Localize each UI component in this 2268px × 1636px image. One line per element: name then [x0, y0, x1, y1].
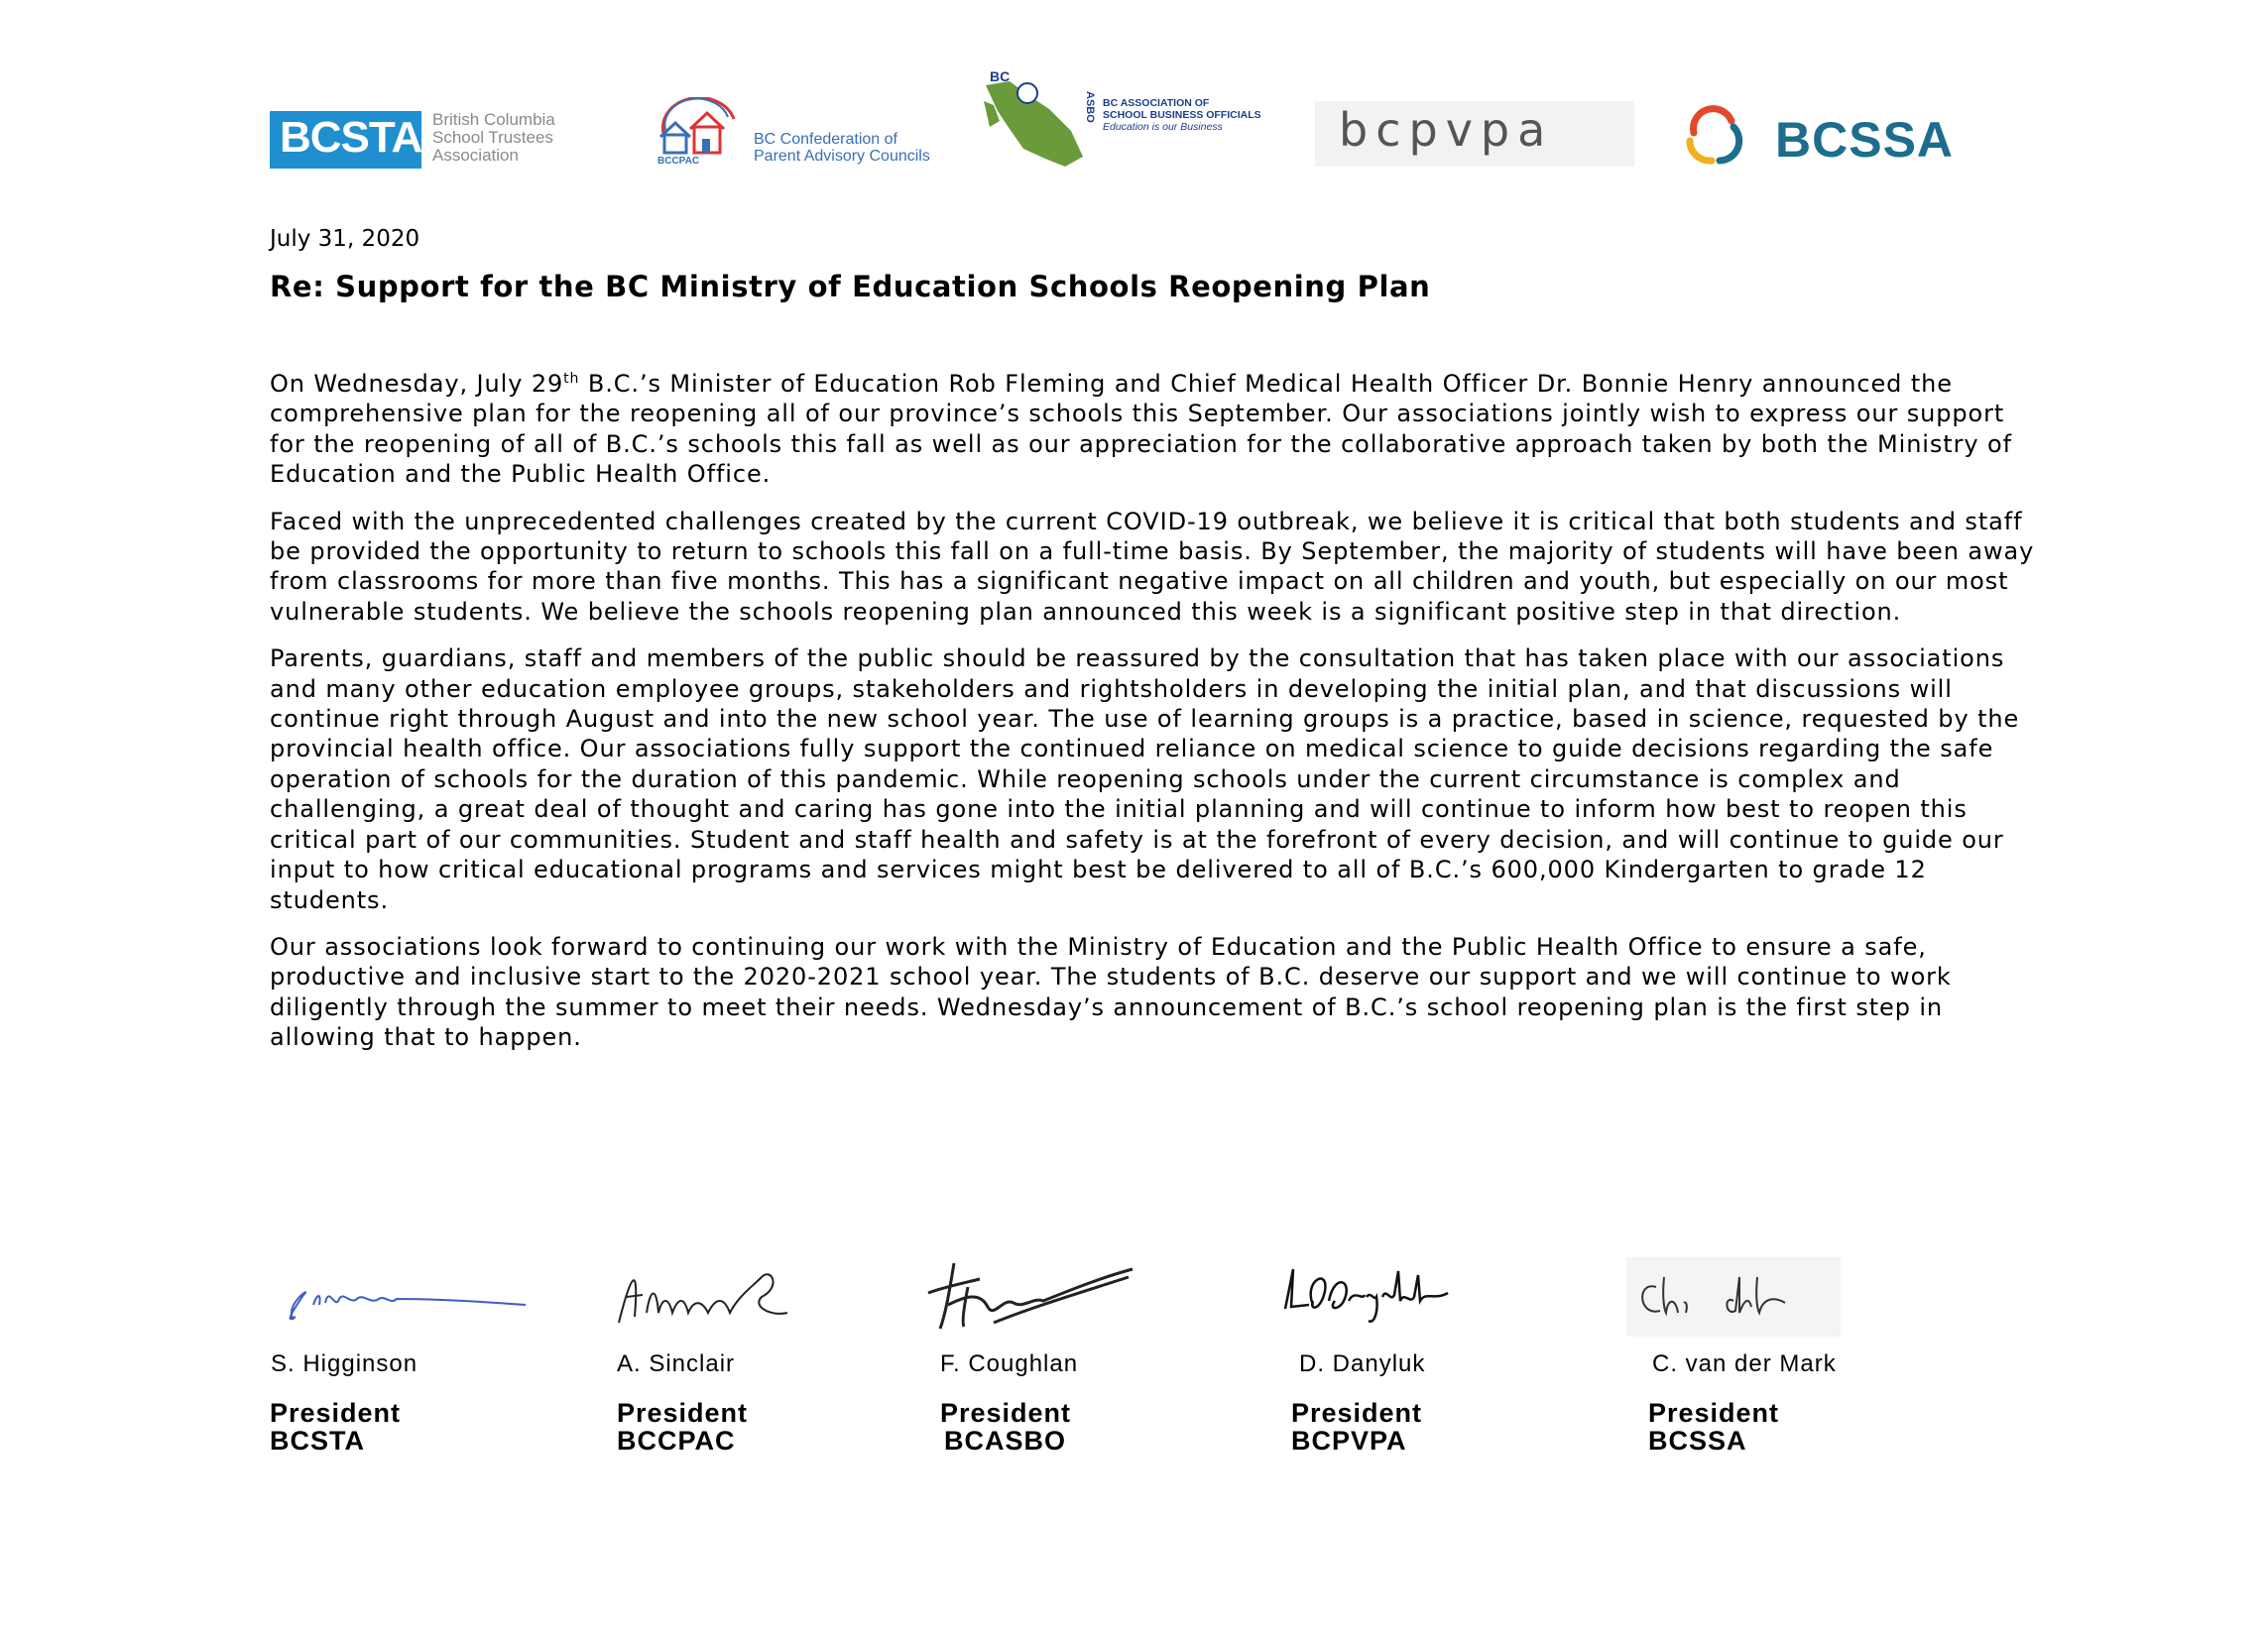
signature-van-der-mark-image [1626, 1257, 1841, 1337]
paragraph-2: Faced with the unprecedented challenges created by the current COVID-19 outbreak, we believe it is critical that both students and staff be provided the opportunity to return to schools this fall on a full-time basis. By September, the majority of students will have been away from classrooms for more than five months. This has a significant negative impact on all children and youth, but especially on our most vulnerable students. We believe the schools reopening plan announced this week is a significant positive step in that direction. [270, 507, 2035, 626]
bcasbo-logo-icon [980, 71, 1099, 171]
signatory-title: President [270, 1398, 402, 1428]
signature-sinclair-image [613, 1257, 801, 1337]
svg-text:BC: BC [990, 71, 1011, 84]
bcasbo-logo-caption: BC ASSOCIATION OF SCHOOL BUSINESS OFFICIALS Education is our Business [1103, 97, 1261, 133]
signature-higginson-image [274, 1265, 532, 1335]
signatory-org: BCCPAC [617, 1426, 736, 1456]
paragraph-4: Our associations look forward to continuing our work with the Ministry of Education and the Public Health Office to ensure a safe, productive and inclusive start to the 2020-2021 school year. The students of B.C. deserve our support and we will continue to work diligently through the summer to meet their needs. Wednesday’s announcement of B.C.’s school reopening plan is the first step in allowing that to happen. [270, 932, 1952, 1052]
signatory-org: BCSTA [270, 1426, 365, 1456]
signatory-org: BCSSA [1648, 1426, 1747, 1456]
signatory-name: C. van der Mark [1652, 1350, 1837, 1377]
letter-subject: Re: Support for the BC Ministry of Education Schools Reopening Plan [270, 270, 1431, 303]
letter-body [270, 369, 2035, 1070]
signatory-name: F. Coughlan [940, 1350, 1079, 1377]
bccpac-logo-icon [655, 97, 750, 161]
signatory-name: D. Danyluk [1299, 1350, 1426, 1377]
bcsta-logo-caption: British Columbia School Trustees Association [432, 110, 555, 165]
signatory-title: President [940, 1398, 1072, 1428]
bccpac-logo-tag: BCCPAC [657, 156, 700, 167]
signatory-title: President [1648, 1398, 1780, 1428]
paragraph-3: Parents, guardians, staff and members of the public should be reassured by the consultation that has taken place with our associations and many other education employee groups, stakeholders and rightsholders in developing the initial plan, and that discussions will continue right through August and into the new school year. The use of learning groups is a practice, based in science, requested by the provincial health office. Our associations fully support the continued reliance on medical science to guide decisions regarding the safe operation of schools for the duration of this pandemic. While reopening schools under the current circumstance is complex and challenging, a great deal of thought and caring has gone into the initial planning and will continue to inform how best to reopen this critical part of our communities. Student and staff health and safety is at the forefront of every decision, and will continue to guide our input to how critical educational programs and services might best be delivered to all of B.C.’s 600,000 Kindergarten to grade 12 students. [270, 644, 2020, 914]
signatory-name: S. Higginson [271, 1350, 418, 1377]
svg-text:ASBO: ASBO [1084, 91, 1096, 123]
letter-date: July 31, 2020 [270, 226, 420, 252]
paragraph-1: On Wednesday, July 29th B.C.’s Minister of Education Rob Fleming and Chief Medical Health Officer Dr. Bonnie Henry announced the comprehensive plan for the reopening all of our province’s schools this September. Our associations jointly wish to express our support for the reopening of all of B.C.’s schools this fall as well as our appreciation for the collaborative approach taken by both the Ministry of Education and the Public Health Office. [270, 370, 2012, 489]
signatory-name: A. Sinclair [617, 1350, 736, 1377]
signatory-org: BCASBO [944, 1426, 1067, 1456]
signatory-title: President [1291, 1398, 1423, 1428]
signature-danyluk-image [1279, 1261, 1458, 1331]
signatory-org: BCPVPA [1291, 1426, 1407, 1456]
bcpvpa-logo-mark: bcpvpa [1339, 103, 1554, 157]
bcssa-logo-icon [1674, 103, 1765, 169]
bcssa-logo-mark: BCSSA [1775, 112, 1955, 168]
bcsta-logo-mark: BCSTA [280, 113, 422, 162]
bccpac-logo-caption: BC Confederation of Parent Advisory Councils [754, 131, 930, 165]
logo-bar [0, 0, 2268, 188]
signature-coughlan-image [924, 1257, 1142, 1337]
signatory-title: President [617, 1398, 749, 1428]
